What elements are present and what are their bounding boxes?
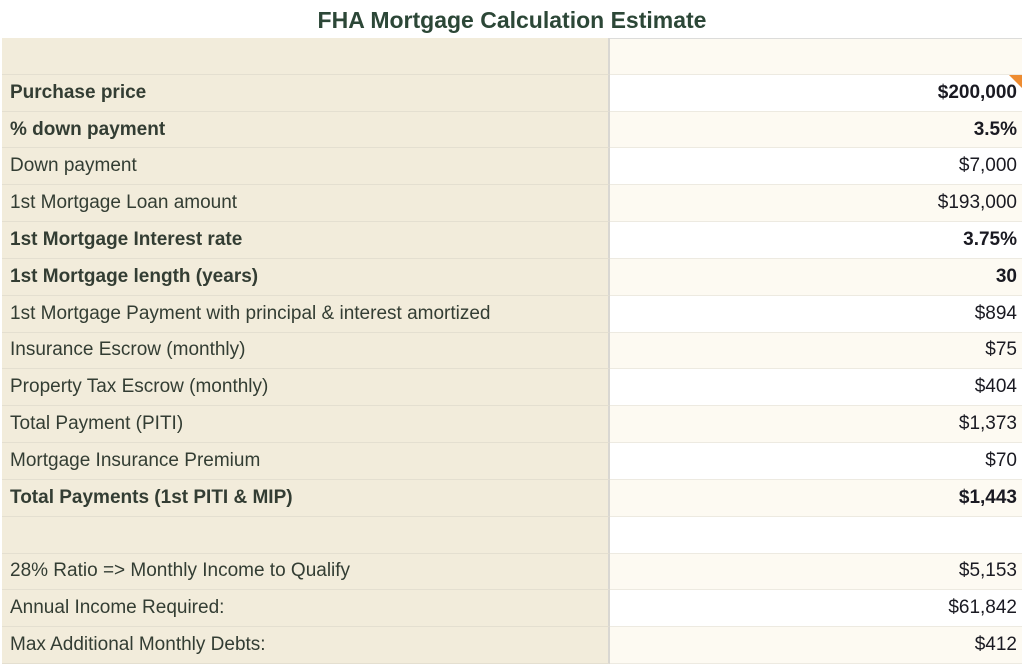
row-value-cell[interactable]: [610, 590, 1022, 627]
row-label-cell[interactable]: Down payment: [2, 148, 610, 185]
row-label-cell[interactable]: Max Additional Monthly Debts:: [2, 627, 610, 664]
row-label-cell[interactable]: Total Payment (PITI): [2, 406, 610, 443]
row-value-text: $1,373: [958, 413, 1017, 435]
row-label-cell[interactable]: Property Tax Escrow (monthly): [2, 369, 610, 406]
row-value-cell[interactable]: [610, 627, 1022, 664]
row-label-cell[interactable]: Insurance Escrow (monthly): [2, 333, 610, 370]
table-row: [2, 480, 1022, 517]
row-value-text: $193,000: [937, 192, 1017, 214]
table-row: [2, 185, 1022, 222]
row-value-text: $1,443: [958, 486, 1017, 508]
row-value-cell[interactable]: [610, 148, 1022, 185]
row-value-text: 3.75%: [963, 229, 1017, 251]
row-label-cell[interactable]: Purchase price: [2, 75, 610, 112]
table-row: [2, 75, 1022, 112]
table-row: [2, 517, 1022, 554]
row-label-cell[interactable]: Mortgage Insurance Premium: [2, 443, 610, 480]
row-label-cell[interactable]: 1st Mortgage Payment with principal & interest amortized: [2, 296, 610, 333]
table-row: [2, 443, 1022, 480]
table-row: [2, 406, 1022, 443]
table-row: [2, 112, 1022, 149]
row-label-cell[interactable]: 28% Ratio => Monthly Income to Qualify: [2, 554, 610, 591]
row-value-text: 3.5%: [973, 118, 1017, 140]
row-label-cell[interactable]: [2, 517, 610, 554]
page-title: FHA Mortgage Calculation Estimate: [317, 7, 707, 33]
row-value-cell[interactable]: [610, 443, 1022, 480]
row-value-text: 30: [995, 265, 1017, 287]
row-value-text: $412: [974, 634, 1017, 656]
row-value-text: $404: [974, 376, 1017, 398]
row-value-cell[interactable]: [610, 112, 1022, 149]
row-value-text: $894: [974, 302, 1017, 324]
table-row: [2, 296, 1022, 333]
table-row: [2, 627, 1022, 664]
table-row: [2, 554, 1022, 591]
row-value-text: $7,000: [958, 155, 1017, 177]
table-row: [2, 38, 1022, 75]
row-value-cell[interactable]: [610, 554, 1022, 591]
row-value-cell[interactable]: [610, 406, 1022, 443]
row-value-text: $75: [985, 339, 1017, 361]
row-label-cell[interactable]: [2, 38, 610, 75]
row-value-text: $70: [985, 449, 1017, 471]
row-value-cell[interactable]: [610, 75, 1022, 112]
row-label-cell[interactable]: 1st Mortgage Loan amount: [2, 185, 610, 222]
row-value-text: $5,153: [958, 560, 1017, 582]
row-value-cell[interactable]: [610, 222, 1022, 259]
row-label-cell[interactable]: 1st Mortgage Interest rate: [2, 222, 610, 259]
row-value-cell[interactable]: [610, 517, 1022, 554]
row-value-text: $200,000: [937, 81, 1017, 103]
row-value-cell[interactable]: [610, 333, 1022, 370]
row-value-cell[interactable]: [610, 369, 1022, 406]
row-value-cell[interactable]: [610, 296, 1022, 333]
row-value-text: $61,842: [948, 597, 1017, 619]
spreadsheet: [2, 38, 1022, 664]
table-row: [2, 333, 1022, 370]
row-value-cell[interactable]: [610, 480, 1022, 517]
comment-corner-icon[interactable]: [1009, 75, 1022, 88]
row-value-cell[interactable]: [610, 185, 1022, 222]
table-row: [2, 222, 1022, 259]
table-row: [2, 259, 1022, 296]
row-label-cell[interactable]: 1st Mortgage length (years): [2, 259, 610, 296]
row-value-cell[interactable]: [610, 38, 1022, 75]
row-label-cell[interactable]: Annual Income Required:: [2, 590, 610, 627]
row-label-cell[interactable]: Total Payments (1st PITI & MIP): [2, 480, 610, 517]
table-row: [2, 369, 1022, 406]
row-value-cell[interactable]: [610, 259, 1022, 296]
row-label-cell[interactable]: % down payment: [2, 112, 610, 149]
table-row: [2, 148, 1022, 185]
table-row: [2, 590, 1022, 627]
